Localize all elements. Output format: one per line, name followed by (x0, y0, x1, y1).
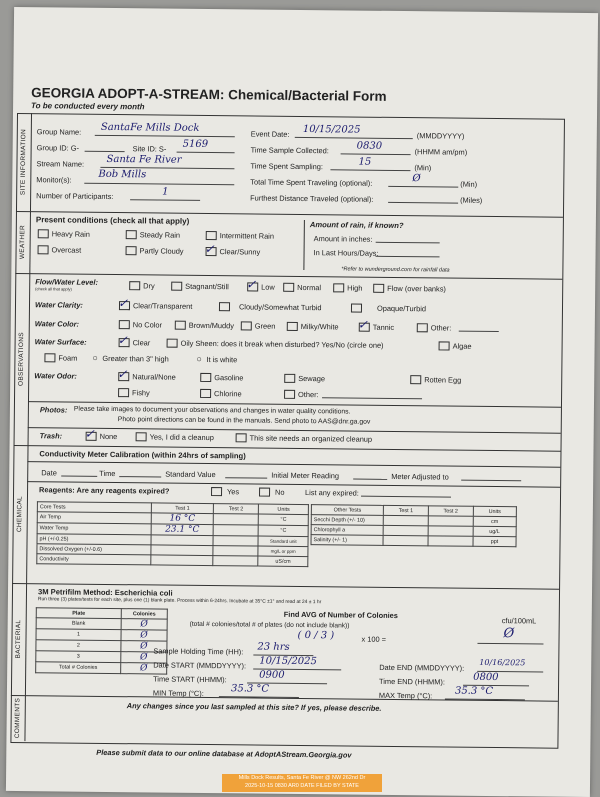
option-color-tannic: Tannic (372, 322, 395, 332)
checkbox-color-brown[interactable] (175, 321, 186, 330)
option-color-other: Other: (430, 323, 452, 333)
section-label-observations: OBSERVATIONS (14, 273, 31, 445)
date-end-label: Date END (MMDDYYYY): (379, 662, 465, 673)
check-mark-icon: ✓ (357, 317, 368, 332)
option-odor-fishy: Fishy (132, 388, 150, 398)
comments-area[interactable] (28, 711, 548, 742)
checkbox-odor-rotten-egg[interactable] (410, 375, 421, 384)
avg-heading: Find AVG of Number of Colonies (283, 609, 398, 621)
checkbox-flow-stagnant[interactable] (171, 282, 182, 291)
check-mark-icon: ✓ (117, 333, 128, 348)
checkbox-color-none[interactable] (119, 320, 130, 329)
option-odor-sewage: Sewage (298, 373, 326, 384)
option-clarity-opaque: Opaque/Turbid (376, 303, 427, 314)
table-row: 2 Ø (36, 640, 167, 652)
checkbox-flow-dry[interactable] (129, 281, 140, 290)
time-collected-value: 0830 (356, 140, 383, 152)
flow-note: (check all that apply) (35, 286, 72, 292)
section-label-comments: COMMENTS (10, 695, 25, 741)
option-flow-dry: Dry (143, 281, 155, 291)
checkbox-overcast[interactable] (38, 245, 49, 254)
checkbox-surface-algae[interactable] (439, 341, 450, 350)
checkbox-trash-organized[interactable] (236, 433, 247, 442)
checkbox-odor-sewage[interactable] (284, 374, 295, 383)
photo-watermark-stamp (222, 774, 382, 792)
time-end-label: Time END (HHMM): (379, 676, 445, 687)
event-date-label: Event Date: (250, 129, 290, 139)
stamp-line-1: Mills Dock Results, Santa Fe River @ NW 262nd Dr (238, 775, 366, 781)
option-trash-cleanup: Yes, I did a cleanup (149, 432, 214, 443)
option-color-green: Green (254, 321, 276, 331)
checkbox-flow-over[interactable] (373, 284, 384, 293)
table-row: Total # Colonies Ø (36, 662, 167, 674)
core-tests-table: Core Tests Test 1 Test 2 Units Air Temp 16 °C °C Water Temp 23.1 °C °C pH (+/-0.25) Standard unit Dissolved Oxygen (+/-0.6) mg/L or ppm Conductivity uS/cm (36, 501, 309, 567)
option-overcast: Overcast (51, 245, 82, 255)
calibration-heading: Conductivity Meter Calibration (within 24hrs of sampling) (39, 449, 246, 461)
form-page (6, 7, 598, 797)
avg-formula: (total # colonies/total # of plates (do not include blank)) (189, 620, 350, 630)
date-start-label: Date START (MMDDYYYY): (153, 660, 247, 671)
checkbox-odor-fishy[interactable] (118, 388, 129, 397)
option-odor-chlorine: Chlorine (214, 389, 242, 399)
stamp-line-2: 2025-10-15 0830 AR0 DATE FILED BY STATE (245, 783, 359, 789)
table-row: Conductivity uS/cm (37, 554, 308, 567)
option-foam-white: It is white (206, 354, 238, 365)
option-flow-low: Low (261, 282, 275, 292)
section-label-bacterial: BACTERIAL (11, 583, 27, 695)
form-title: GEORGIA ADOPT-A-STREAM: Chemical/Bacterial Form (31, 85, 387, 104)
option-clarity-clear: Clear/Transparent (132, 301, 193, 311)
option-surface-clear: Clear (132, 338, 151, 348)
option-heavy-rain: Heavy Rain (51, 229, 90, 239)
clarity-label: Water Clarity: (34, 300, 83, 310)
checkbox-steady-rain[interactable] (126, 230, 137, 239)
calib-standard-label: Standard Value (165, 469, 216, 480)
stream-name-value: Santa Fe River (106, 153, 182, 166)
table-row: Chlorophyll a ug/L (311, 525, 516, 537)
photos-text-1: Please take images to document your observations and changes in water quality conditions. (73, 405, 351, 416)
time-spent-label: Time Spent Sampling: (250, 161, 323, 172)
site-id-value: 5169 (182, 138, 209, 151)
option-partly-cloudy: Partly Cloudy (139, 246, 184, 256)
reagents-label: Reagents: Are any reagents expired? (39, 485, 170, 496)
time-collected-label: Time Sample Collected: (250, 145, 329, 156)
rain-note: *Refer to wunderground.com for rainfall data (341, 266, 450, 274)
odor-label: Water Odor: (34, 371, 77, 381)
checkbox-odor-gasoline[interactable] (200, 373, 211, 382)
holding-value: 23 hrs (257, 641, 290, 653)
weather-heading: Present conditions (check all that apply) (35, 215, 190, 226)
flow-label: Flow/Water Level: (35, 277, 98, 287)
min-temp-value: 35.3 °C (230, 683, 270, 695)
monitors-label: Monitor(s): (36, 175, 72, 185)
time-start-value: 0900 (259, 669, 285, 681)
table-row: Air Temp 16 °C °C (37, 512, 308, 526)
checkbox-clarity-cloudy[interactable] (219, 302, 230, 311)
checkbox-foam[interactable] (44, 353, 55, 362)
event-date-format: (MMDDYYYY) (416, 131, 465, 141)
option-odor-gasoline: Gasoline (214, 373, 244, 383)
option-surface-oily: Oily Sheen: does it break when disturbed? Yes/No (circle one) (180, 338, 384, 350)
stream-name-label: Stream Name: (36, 159, 85, 169)
table-row: Dissolved Oxygen (+/-0.6) mg/L or ppm (37, 544, 308, 557)
reagent-no: No (275, 487, 285, 497)
bacterial-heading: 3M Petrifilm Method: Escherichia coli (37, 587, 173, 598)
table-row: 3 Ø (36, 651, 167, 663)
checkbox-partly-cloudy[interactable] (126, 246, 137, 255)
time-spent-unit: (Min) (414, 163, 432, 173)
date-end-value: 10/16/2025 (479, 657, 526, 668)
participants-value: 1 (162, 186, 169, 198)
site-id-label: Site ID: S- (132, 144, 167, 154)
min-temp-label: MIN Temp (°C): (152, 688, 204, 698)
monitors-value: Bob Mills (98, 168, 147, 181)
event-date-value: 10/15/2025 (302, 123, 361, 136)
option-color-milky: Milky/White (300, 321, 339, 332)
option-foam: Foam (58, 353, 78, 363)
option-intermittent-rain: Intermittent Rain (219, 231, 275, 241)
checkbox-color-green[interactable] (241, 321, 252, 330)
option-odor-rotten-egg: Rotten Egg (424, 375, 462, 385)
radio-foam-high-icon[interactable]: ○ (92, 352, 98, 363)
section-label-weather: WEATHER (15, 211, 31, 273)
option-color-none: No Color (132, 320, 163, 330)
time-end-value: 0800 (473, 671, 499, 684)
checkbox-odor-chlorine[interactable] (200, 389, 211, 398)
option-odor-other: Other: (298, 389, 319, 400)
time-start-label: Time START (HHMM): (153, 674, 227, 685)
cfu-unit: cfu/100mL (501, 616, 537, 626)
check-mark-icon: ✓ (84, 426, 95, 441)
check-mark-icon: ✓ (117, 296, 129, 311)
time-collected-format: (HHMM am/pm) (414, 147, 468, 157)
table-row: pH (+/-0.25) Standard unit (37, 534, 308, 547)
calib-time-label: Time (99, 468, 116, 479)
travel-unit: (Min) (460, 179, 478, 189)
option-flow-stagnant: Stagnant/Still (185, 281, 229, 292)
reagent-list-label: List any expired: (305, 488, 359, 498)
table-row: 1 Ø (36, 629, 167, 641)
trash-label: Trash: (39, 431, 63, 441)
travel-value: Ø (412, 173, 421, 185)
option-foam-high: Greater than 3" high (102, 353, 169, 364)
option-flow-normal: Normal (297, 282, 322, 293)
plate-table: Plate Colonies Blank Ø 1 Ø 2 Ø 3 Ø Total # Colonies Ø (35, 607, 168, 674)
section-label-chemical: CHEMICAL (12, 445, 28, 583)
option-flow-over: Flow (over banks) (387, 283, 446, 294)
calib-adjusted-label: Meter Adjusted to (391, 471, 449, 482)
checkbox-flow-high[interactable] (333, 283, 344, 292)
comments-prompt: Any changes since you last sampled at this site? If yes, please describe. (126, 701, 382, 713)
reagent-yes: Yes (227, 487, 240, 497)
option-trash-none: None (99, 431, 118, 442)
rain-heading: Amount of rain, if known? (309, 220, 404, 231)
photos-text-2: Photo point directions can be found in the manuals. Send photo to AAS@dnr.ga.gov (117, 416, 371, 426)
check-mark-icon: ✓ (246, 277, 257, 292)
max-temp-label: MAX Temp (°C): (378, 690, 433, 701)
avg-multiplier: x 100 = (361, 634, 387, 644)
checkbox-trash-cleanup[interactable] (136, 432, 147, 441)
cfu-result: Ø (503, 626, 515, 642)
group-name-label: Group Name: (36, 127, 82, 137)
checkbox-color-other[interactable] (417, 323, 428, 332)
table-row: Water Temp 23.1 °C °C (37, 523, 308, 537)
checkbox-odor-other[interactable] (284, 390, 295, 399)
distance-label: Furthest Distance Traveled (optional): (250, 193, 374, 204)
section-label-site: SITE INFORMATION (16, 113, 32, 211)
bacterial-note: Run three (3) plates/tests for each site, plus one (1) blank plate. Process within 6-24hrs. Incubate at 35°C ±1° and read at 24 ± 1 hr (37, 597, 322, 606)
checkbox-flow-normal[interactable] (283, 283, 294, 292)
check-mark-icon: ✓ (117, 367, 128, 382)
table-row: Blank Ø (36, 618, 167, 630)
surface-label: Water Surface: (34, 337, 87, 347)
check-mark-icon: ✓ (204, 241, 215, 257)
option-odor-natural: Natural/None (132, 372, 176, 382)
option-clarity-cloudy: Cloudy/Somewhat Turbid (238, 302, 322, 313)
color-label: Water Color: (34, 319, 80, 329)
radio-foam-white-icon[interactable]: ○ (196, 353, 202, 364)
distance-unit: (Miles) (460, 195, 483, 205)
option-surface-algae: Algae (452, 341, 472, 351)
rain-inches-label: Amount in inches: (313, 234, 373, 244)
option-color-brown: Brown/Muddy (188, 320, 235, 331)
checkbox-reagent-yes[interactable] (211, 487, 222, 496)
time-spent-value: 15 (358, 156, 372, 168)
participants-label: Number of Participants: (36, 191, 114, 202)
rain-hours-label: In Last Hours/Days: (313, 248, 379, 258)
option-flow-high: High (347, 283, 363, 293)
other-tests-table: Other Tests Test 1 Test 2 Units Secchi Depth (+/- 10) cm Chlorophyll a ug/L Salinity (+/- 1) ppt (311, 504, 517, 547)
option-trash-organized: This site needs an organized cleanup (249, 433, 373, 444)
group-id-label: Group ID: G- (36, 143, 80, 153)
date-start-value: 10/15/2025 (259, 655, 317, 668)
option-clear-sunny: Clear/Sunny (219, 247, 261, 257)
table-row: Salinity (+/- 1) ppt (311, 535, 516, 547)
calib-initial-label: Initial Meter Reading (271, 470, 340, 481)
form-subtitle: To be conducted every month (31, 101, 145, 112)
max-temp-value: 35.3 °C (454, 685, 494, 698)
avg-value: ( 0 / 3 ) (297, 629, 335, 642)
photos-label: Photos: (39, 405, 68, 415)
option-steady-rain: Steady Rain (139, 230, 181, 240)
checkbox-reagent-no[interactable] (259, 488, 270, 497)
checkbox-intermittent-rain[interactable] (206, 231, 217, 240)
travel-label: Total Time Spent Traveling (optional): (250, 177, 373, 188)
calib-date-label: Date (41, 468, 57, 478)
group-name-value: SantaFe Mills Dock (100, 121, 200, 134)
checkbox-surface-oily[interactable] (167, 339, 178, 348)
footer-note: Please submit data to our online database at AdoptAStream.Georgia.gov (96, 747, 352, 760)
checkbox-clarity-opaque[interactable] (351, 304, 362, 313)
checkbox-heavy-rain[interactable] (38, 229, 49, 238)
table-row: Secchi Depth (+/- 10) cm (311, 515, 516, 527)
checkbox-color-milky[interactable] (287, 322, 298, 331)
holding-label: Sample Holding Time (HH): (153, 646, 244, 657)
